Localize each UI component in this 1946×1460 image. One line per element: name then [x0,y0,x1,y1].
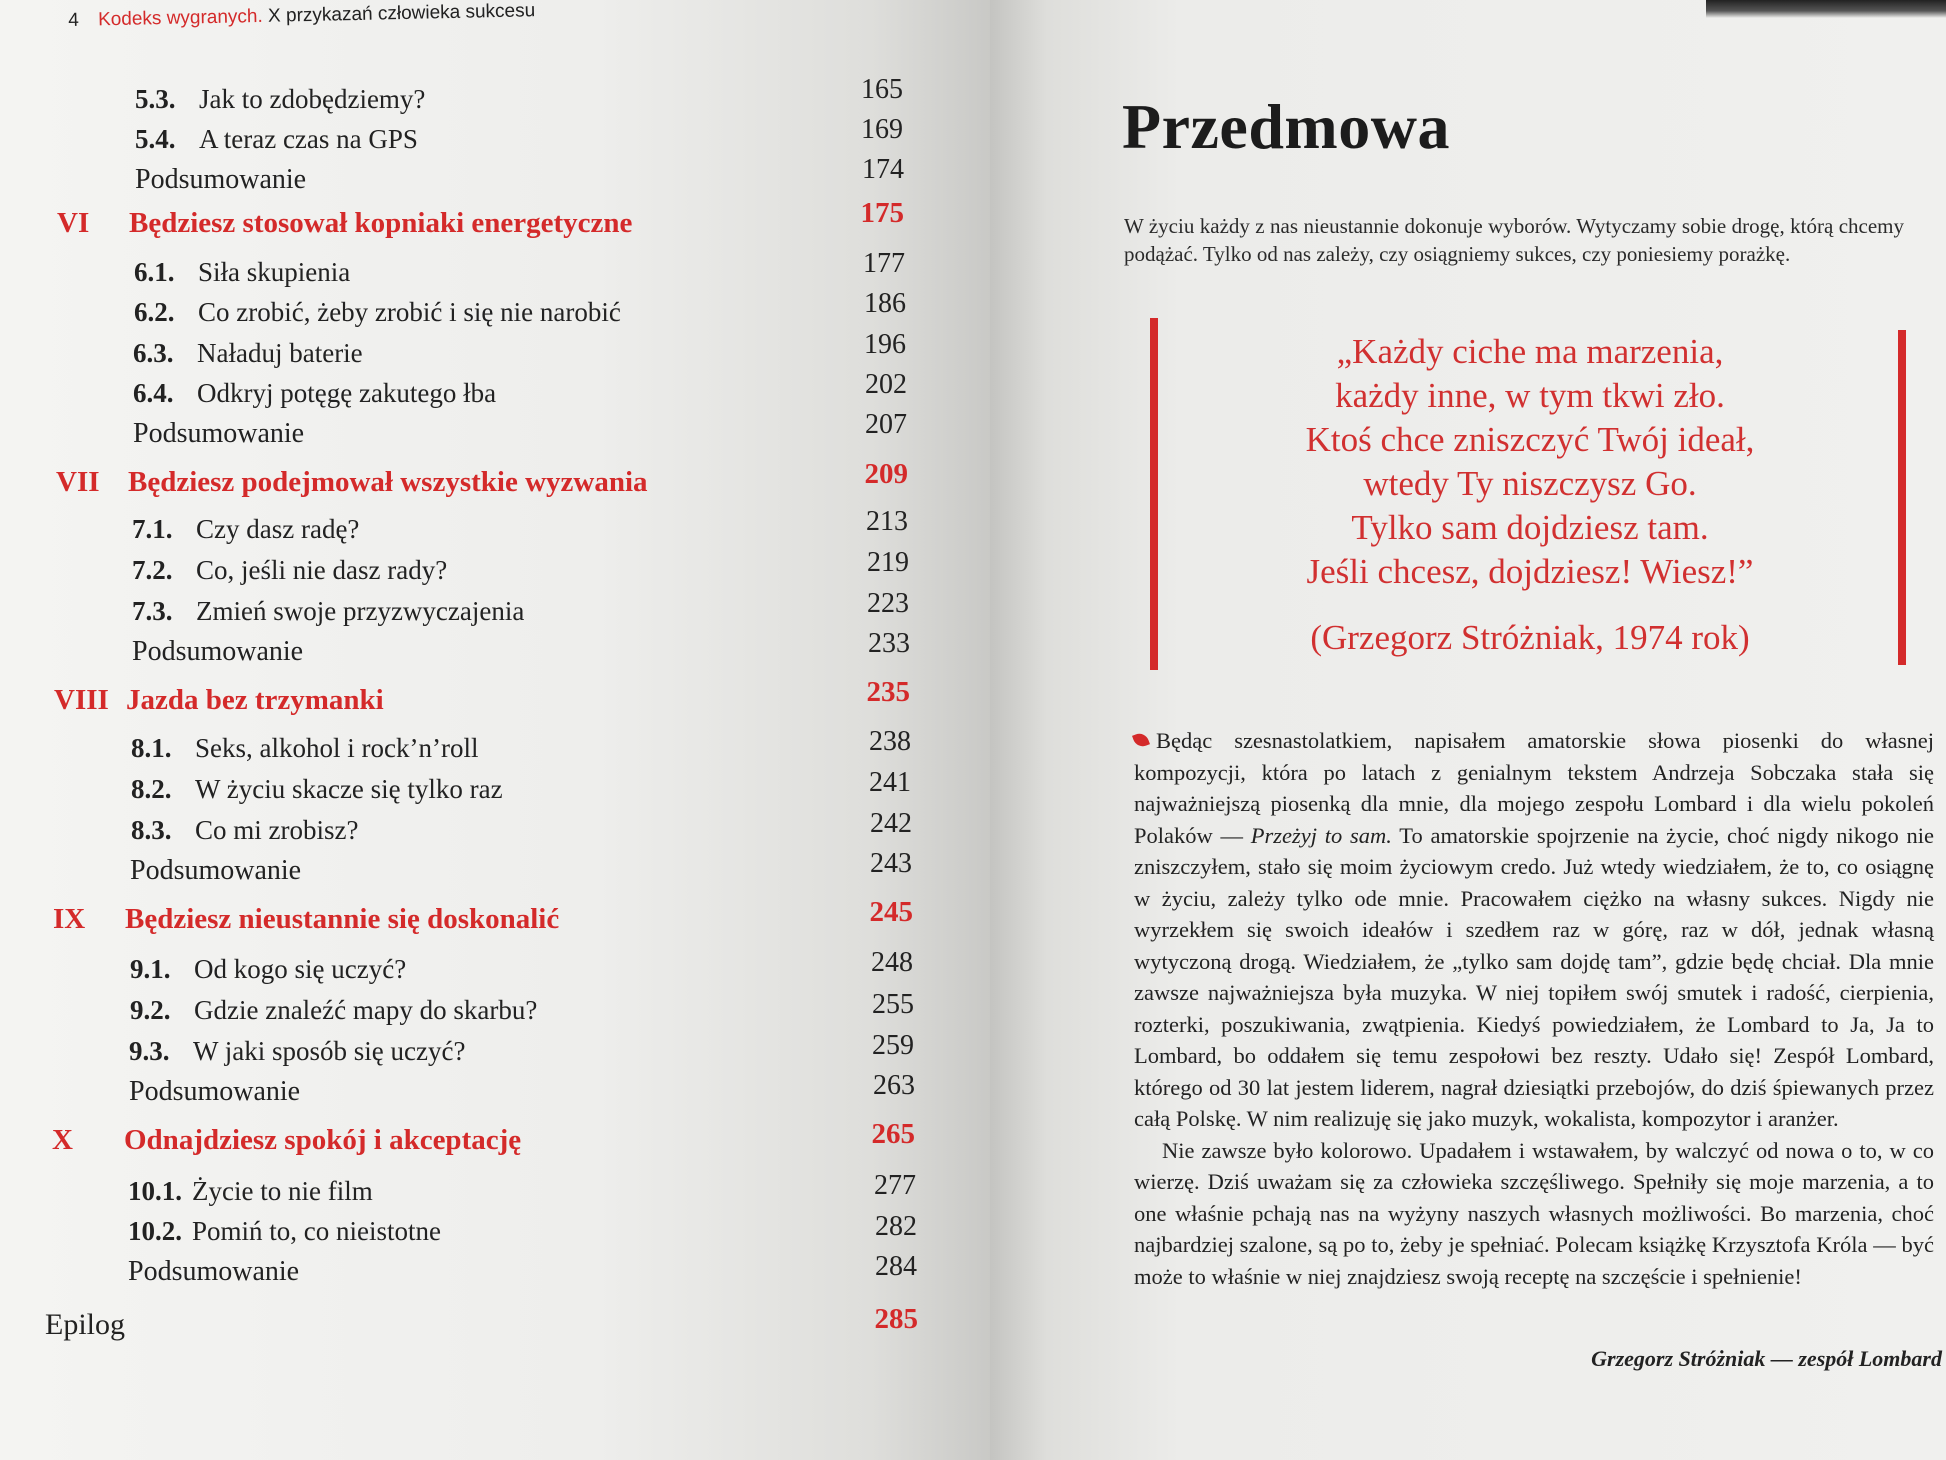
toc-title: Życie to nie film [192,1176,373,1206]
series-title: Kodeks wygranych. [97,5,264,31]
toc-entry [130,855,301,895]
leaf-icon [1132,731,1150,749]
quote-line: „Każdy ciche ma marzenia, [1336,332,1724,371]
toc-page-number: 165 [861,74,903,105]
toc-page-number: 263 [873,1070,915,1101]
toc-entry [128,1176,373,1216]
toc-entry [131,733,478,773]
toc-page-number: 255 [872,989,914,1020]
toc-page-number: 284 [875,1251,917,1282]
toc-epilog [45,1308,125,1348]
toc-page-number: 174 [862,154,904,185]
toc-title: Podsumowanie [135,164,307,195]
toc-page-number: 196 [864,329,906,360]
toc-title: Jazda bez trzymanki [126,684,384,716]
toc-entry [134,257,350,297]
toc-page-number: 186 [864,288,906,319]
toc-page-number: 223 [867,588,909,619]
chapter-number: VII [56,466,100,498]
intro-paragraph: W życiu każdy z nas nieustannie dokonuje wyborów. Wytyczamy sobie drogę, którą chcemy podążać. Tylko od nas zależy, czy osiągniemy sukces, czy poniesiemy porażkę. [1124,214,1904,266]
toc-page-number: 202 [865,369,907,400]
toc-page-number: 209 [864,458,908,490]
toc-entry [129,1076,300,1116]
section-number: 9.3. [129,1036,170,1066]
paragraph-1 [1134,725,1934,1135]
section-number: 6.1. [134,257,175,287]
paragraph-1-start: Będąc szesnastolatkiem, napisałem amatorskie słowa piosenki do własnej kompozycji, która po latach z genialnym tekstem Andrzeja Sobczaka stała się najważniejszą piosenką dla mnie, dla mojego zespołu Lombard i dla wielu pokoleń Polaków — [1134,728,1934,848]
section-number: 6.4. [133,378,174,408]
toc-page-number: 259 [872,1030,914,1061]
toc-title: W życiu skacze się tylko raz [195,774,503,804]
toc-title: Naładuj baterie [197,338,363,368]
toc-title: Podsumowanie [132,636,304,667]
quote-line: wtedy Ty niszczysz Go. [1363,464,1697,503]
toc-page-number: 282 [875,1211,917,1242]
toc-entry [131,815,358,855]
toc-page-number: 243 [870,848,912,879]
section-number: 7.2. [132,555,173,585]
song-title: Przeżyj to sam. [1250,822,1392,848]
toc-title: Podsumowanie [129,1076,301,1107]
page-title: Przedmowa [1122,91,1450,162]
toc-page-number: 235 [866,676,910,708]
toc-chapter [52,1124,521,1164]
quote-line: Tylko sam dojdziesz tam. [1351,508,1709,547]
toc-entry [135,164,306,204]
toc-entry [128,1216,441,1256]
toc-title: Jak to zdobędziemy? [199,84,426,114]
toc-title: Odkryj potęgę zakutego łba [197,378,497,408]
toc-entry [132,514,359,554]
toc-entry [132,555,447,595]
toc-page-number: 241 [869,767,911,798]
toc-entry [131,774,503,814]
toc-title: Co zrobić, żeby zrobić i się nie narobić [198,297,621,327]
toc-entry [133,378,496,418]
toc-chapter [54,684,384,724]
toc-title: Będziesz nieustannie się doskonalić [125,903,560,935]
page-edge-shadow [1706,0,1946,18]
toc-title: Odnajdziesz spokój i akceptację [124,1124,522,1156]
toc-page-number: 242 [870,808,912,839]
toc-entry [133,418,304,458]
section-number: 6.2. [134,297,175,327]
toc-title: Seks, alkohol i rock’n’roll [195,733,479,763]
toc-title: Będziesz podejmował wszystkie wyzwania [128,466,648,498]
book-title: X przykazań człowieka sukcesu [267,0,536,27]
toc-title: Epilog [45,1308,125,1341]
toc-entry [130,995,537,1035]
page-number: 4 [68,9,80,31]
chapter-number: IX [53,903,86,935]
toc-page-number: 238 [869,726,911,757]
toc-title: Będziesz stosował kopniaki energetyczne [129,207,633,239]
section-number: 8.2. [131,774,172,804]
toc-entry [129,1036,465,1076]
toc-page-number: 175 [860,197,904,229]
section-number: 5.3. [135,84,176,114]
section-number: 10.1. [128,1176,182,1206]
toc-title: A teraz czas na GPS [199,124,418,154]
toc-chapter [53,903,559,943]
signature: Grzegorz Stróżniak — zespół Lombard [1591,1346,1942,1371]
toc-chapter [57,207,632,247]
toc-entry [128,1256,299,1296]
toc-title: Podsumowanie [128,1256,300,1287]
paragraph-2: Nie zawsze było kolorowo. Upadałem i wstawałem, by walczyć od nowa o to, w co wierzę. Dziś uważam się za człowieka szczęśliwego. Spełniły się moje marzenia, a to one właśnie pchają nas na wyżyny naszych własnych możliwości. Bo marzenia, choć najbardziej szalone, są po to, żeby je spełniać. Polecam książkę Krzysztofa Króla — być może to właśnie w niej znajdziesz swoją receptę na szczęście i spełnienie! [1134,1137,1934,1289]
toc-page-number: 213 [866,506,908,537]
toc-title: Od kogo się uczyć? [194,954,407,984]
toc-title: Podsumowanie [133,418,305,449]
epigraph-quote [1160,330,1900,660]
toc-entry [135,124,418,164]
quote-bar-left [1150,318,1158,670]
section-number: 6.3. [133,338,174,368]
toc-title: W jaki sposób się uczyć? [193,1036,466,1066]
section-number: 8.1. [131,733,172,763]
toc-page-number: 219 [867,547,909,578]
section-number: 9.2. [130,995,171,1025]
chapter-number: VIII [54,684,109,716]
toc-page-number: 248 [871,947,913,978]
quote-line: każdy inne, w tym tkwi zło. [1335,376,1725,415]
toc-chapter [56,466,648,506]
toc-title: Zmień swoje przyzwyczajenia [196,596,525,626]
quote-author: (Grzegorz Stróżniak, 1974 rok) [1310,618,1750,657]
toc-title: Podsumowanie [130,855,302,886]
toc-page-number: 265 [871,1118,915,1150]
section-number: 7.1. [132,514,173,544]
toc-entry [133,338,363,378]
quote-line: Jeśli chcesz, dojdziesz! Wiesz!” [1306,552,1754,591]
quote-line: Ktoś chce zniszczyć Twój ideał, [1305,420,1755,459]
toc-page-number: 233 [868,628,910,659]
section-number: 7.3. [132,596,173,626]
paragraph-1-end: To amatorskie spojrzenie na życie, choć nigdy nikogo nie zniszczyłem, stało się moim życiowym credo. Już wtedy wiedziałem, że to, co osiągnę w życiu, zależy tylko ode mnie. Pracowałem ciężko na własny sukces. Nigdy nie wyrzekłem się swoich ideałów i szedłem raz w górę, raz w dół, jednak własną wytyczoną drogą. Wiedziałem, że „tylko sam dojdę tam”, gdzie będę chciał. Dla mnie zawsze najważniejsza była muzyka. W niej topiłem swój smutek i radość, cierpienia, rozterki, poszukiwania, zwątpienia. Kiedyś powiedziałem, że Lombard to Ja, Ja to Lombard, bo oddałem się temu zespołowi bez reszty. Udało się! Zespół Lombard, którego od 30 lat jestem liderem, nagrał dziesiątki przebojów, do dziś śpiewanych przez całą Polskę. W nim realizuję się jako muzyk, wokalista, kompozytor i aranżer. [1134,822,1934,1131]
toc-page-number: 245 [869,896,913,928]
toc-page-number: 207 [865,409,907,440]
toc-title: Czy dasz radę? [196,514,360,544]
toc-title: Co mi zrobisz? [195,815,359,845]
section-number: 8.3. [131,815,172,845]
toc-page-number: 169 [861,114,903,145]
section-number: 9.1. [130,954,171,984]
section-number: 5.4. [135,124,176,154]
preface-body [1134,725,1934,1292]
toc-entry [135,84,425,124]
toc-entry [132,596,524,636]
chapter-number: X [52,1124,73,1156]
section-number: 10.2. [128,1216,182,1246]
toc-entry [132,636,303,676]
toc-title: Siła skupienia [198,257,351,287]
toc-entry [134,297,621,337]
toc-page-number: 277 [874,1170,916,1201]
toc-title: Co, jeśli nie dasz rady? [196,555,448,585]
toc-page-number: 285 [874,1303,918,1335]
chapter-number: VI [57,207,90,239]
toc-title: Gdzie znaleźć mapy do skarbu? [194,995,538,1025]
toc-page-number: 177 [863,248,905,279]
toc-title: Pomiń to, co nieistotne [192,1216,441,1246]
toc-entry [130,954,406,994]
